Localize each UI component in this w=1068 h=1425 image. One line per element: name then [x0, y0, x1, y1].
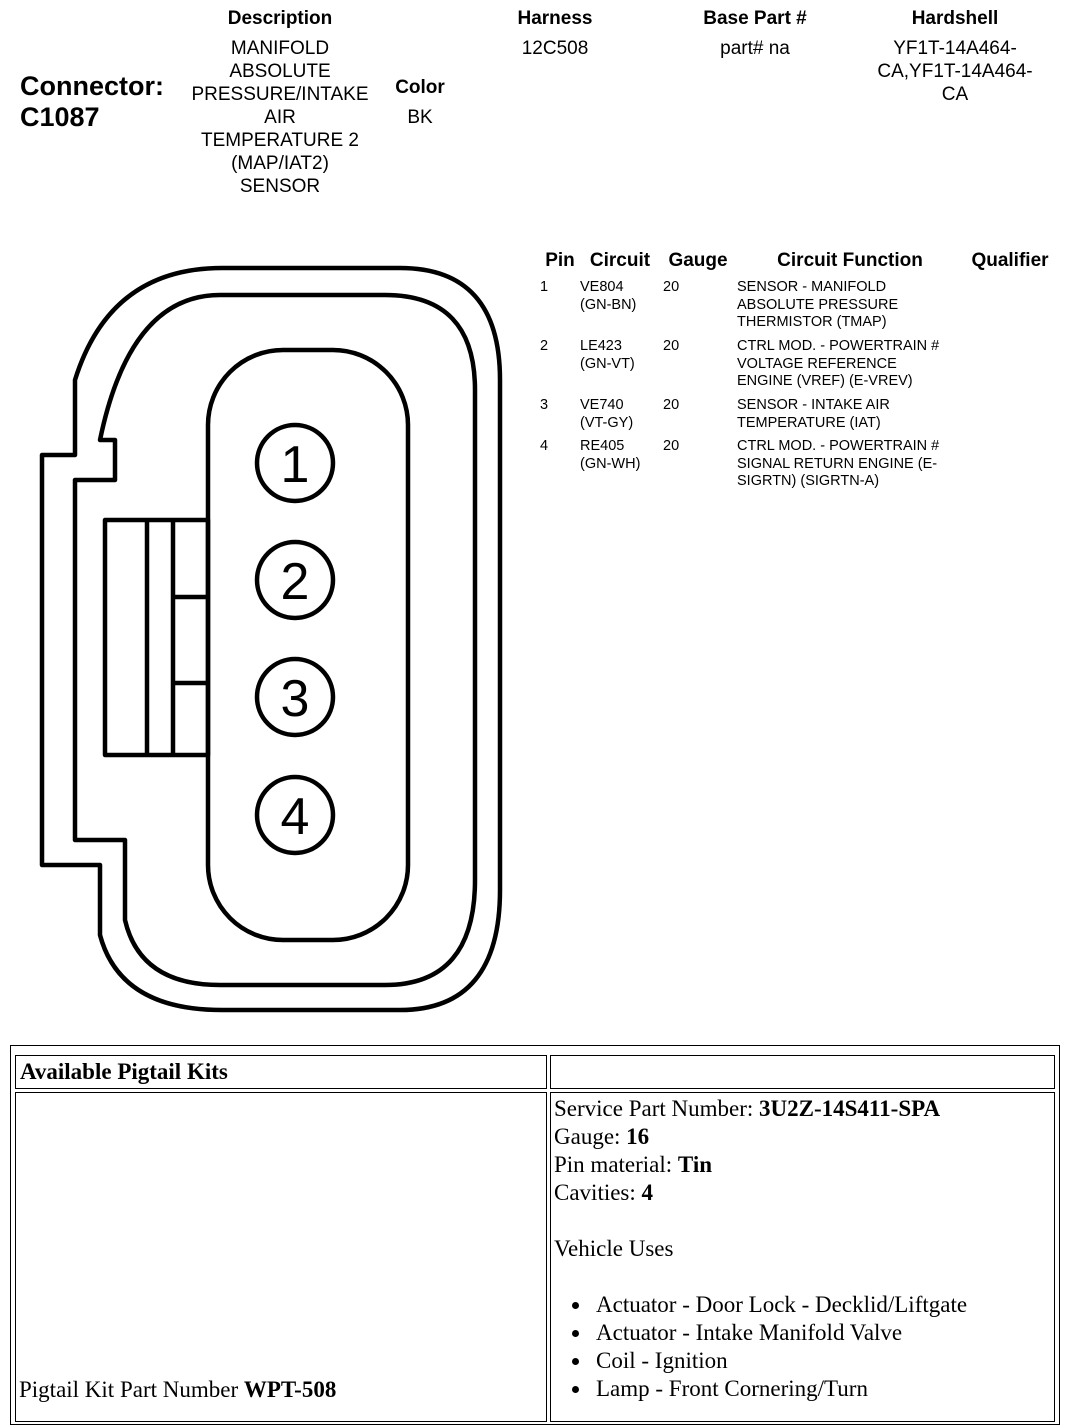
function-cell: [737, 338, 967, 391]
gauge-cell: 20: [663, 338, 680, 354]
pin-material-row: [554, 1151, 1051, 1179]
description-header: Description: [227, 8, 333, 29]
harness-value: 12C508: [521, 38, 589, 59]
qualifier-column-header: Qualifier: [971, 250, 1049, 271]
pin-material-label: Pin material:: [554, 1152, 673, 1177]
function-line: SENSOR - MANIFOLD: [737, 279, 887, 295]
circuit-id: RE405: [580, 438, 625, 454]
vehicle-uses-heading: Vehicle Uses: [554, 1236, 674, 1261]
function-line: THERMISTOR (TMAP): [737, 314, 887, 330]
circuit-cell: [580, 338, 660, 373]
pin-column-header: Pin: [545, 250, 575, 271]
pigtail-kit-cell: [15, 1092, 547, 1422]
cavities-label: Cavities:: [554, 1180, 636, 1205]
vehicle-uses-list: [554, 1291, 1051, 1403]
gauge-label: Gauge:: [554, 1124, 621, 1149]
hardshell-value: [850, 37, 1060, 106]
description-line: TEMPERATURE 2: [200, 130, 359, 151]
harness-header: Harness: [517, 8, 593, 29]
gauge-cell: 20: [663, 438, 680, 454]
connector-face-diagram: [0, 230, 520, 1030]
description-line: ABSOLUTE: [229, 61, 331, 82]
pin-1-number: 1: [280, 436, 310, 494]
cavities-value: 4: [641, 1180, 654, 1205]
function-line: ABSOLUTE PRESSURE: [737, 296, 899, 313]
service-part-value: 3U2Z-14S411-SPA: [759, 1096, 941, 1121]
hardshell-line: CA,YF1T-14A464-: [877, 61, 1033, 82]
vehicle-use-item: • Actuator - Intake Manifold Valve: [592, 1319, 1051, 1347]
cavities-row: [554, 1179, 1051, 1207]
function-cell: [737, 438, 967, 491]
service-part-label: Service Part Number:: [554, 1096, 754, 1121]
function-cell: [737, 279, 967, 332]
kit-part-label: Pigtail Kit Part Number: [19, 1377, 239, 1402]
gauge-cell: 20: [663, 279, 680, 295]
function-line: ENGINE (VREF) (E-VREV): [737, 373, 913, 389]
service-part-row: [554, 1095, 1051, 1123]
pin-number: 2: [540, 338, 549, 354]
pin-material-value: Tin: [677, 1152, 713, 1177]
circuit-cell: [580, 438, 660, 473]
pigtail-kits-title: Available Pigtail Kits: [15, 1055, 547, 1089]
description-line: AIR: [264, 107, 296, 128]
circuit-cell: [580, 279, 660, 314]
circuit-id: LE423: [580, 338, 622, 354]
pin-number: 3: [540, 397, 549, 413]
color-value: BK: [407, 107, 433, 128]
circuit-color: (GN-VT): [580, 355, 635, 372]
gauge-row: [554, 1123, 1051, 1151]
vehicle-use-item: • Lamp - Front Cornering/Turn: [592, 1375, 1051, 1403]
function-line: SIGRTN) (SIGRTN-A): [737, 473, 880, 489]
pin-number: 1: [540, 279, 549, 295]
gauge-cell: 20: [663, 397, 680, 413]
circuit-color: (VT-GY): [580, 414, 634, 431]
pigtail-kits-header-blank: [550, 1055, 1055, 1089]
base-part-value: part# na: [720, 38, 790, 59]
hardshell-line: YF1T-14A464-: [893, 38, 1017, 59]
circuit-id: VE804: [580, 279, 624, 295]
pin-4-number: 4: [280, 788, 310, 846]
service-part-cell: [550, 1092, 1055, 1422]
pin-3-number: 3: [280, 670, 310, 728]
pin-2-number: 2: [280, 553, 310, 611]
connector-outer-shell: [42, 268, 500, 1010]
function-cell: [737, 397, 967, 432]
function-line: SIGNAL RETURN ENGINE (E-: [737, 455, 938, 472]
vehicle-use-item: • Coil - Ignition: [592, 1347, 1051, 1375]
latch-block: [105, 520, 208, 755]
connector-id: C1087: [20, 102, 100, 132]
description-line: MANIFOLD: [230, 38, 330, 59]
color-header: Color: [395, 77, 445, 98]
pigtail-kit-part-number: [19, 1376, 336, 1404]
description-value: [170, 37, 390, 198]
connector-label: Connector:: [20, 71, 164, 101]
description-line: PRESSURE/INTAKE: [191, 84, 369, 105]
pin-number: 4: [540, 438, 549, 454]
gauge-column-header: Gauge: [668, 250, 728, 271]
hardshell-line: CA: [941, 84, 969, 105]
function-line: TEMPERATURE (IAT): [737, 414, 881, 431]
hardshell-header: Hardshell: [911, 8, 999, 29]
gauge-value: 16: [626, 1124, 650, 1149]
function-line: VOLTAGE REFERENCE: [737, 355, 897, 372]
function-line: SENSOR - INTAKE AIR: [737, 397, 890, 413]
circuit-function-column-header: Circuit Function: [777, 250, 923, 271]
vehicle-use-item: • Actuator - Door Lock - Decklid/Liftgate: [592, 1291, 1051, 1319]
circuit-id: VE740: [580, 397, 624, 413]
function-line: CTRL MOD. - POWERTRAIN #: [737, 438, 940, 454]
circuit-color: (GN-BN): [580, 296, 637, 313]
circuit-column-header: Circuit: [589, 250, 651, 271]
description-line: (MAP/IAT2): [231, 153, 329, 174]
circuit-cell: [580, 397, 660, 432]
description-line: SENSOR: [239, 176, 321, 197]
kit-part-value: WPT-508: [243, 1377, 337, 1402]
circuit-color: (GN-WH): [580, 455, 641, 472]
base-part-header: Base Part #: [703, 8, 807, 29]
connector-inner-shell: [75, 295, 475, 985]
function-line: CTRL MOD. - POWERTRAIN #: [737, 338, 940, 354]
